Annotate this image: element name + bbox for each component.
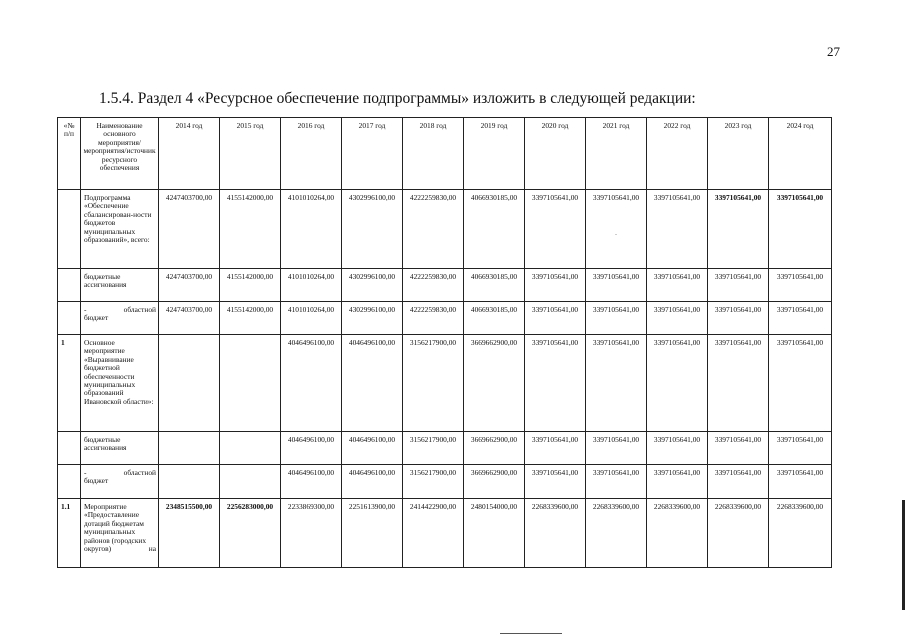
table-row bbox=[58, 269, 832, 302]
table-row bbox=[58, 499, 832, 568]
value-cell bbox=[159, 335, 220, 432]
value-cell: 4222259830,00 bbox=[403, 269, 464, 302]
row-name bbox=[81, 499, 159, 568]
value-cell: 2480154000,00 bbox=[464, 499, 525, 568]
value-cell: 3397105641,00 bbox=[586, 302, 647, 335]
scan-mark: - bbox=[615, 232, 617, 238]
row-number: 1.1 bbox=[58, 499, 81, 568]
value-cell: 3669662900,00 bbox=[464, 432, 525, 465]
row-name-dash: - bbox=[84, 468, 87, 477]
row-number bbox=[58, 302, 81, 335]
table-row bbox=[58, 465, 832, 499]
resource-table bbox=[57, 117, 832, 568]
row-name-dash: - bbox=[84, 305, 87, 314]
row-name-rest: бюджет bbox=[84, 476, 109, 486]
header-year: 2020 год bbox=[525, 118, 586, 190]
value-cell: 3397105641,00 bbox=[647, 190, 708, 269]
value-cell: 3397105641,00 bbox=[708, 269, 769, 302]
value-cell: 2233869300,00 bbox=[281, 499, 342, 568]
row-number bbox=[58, 465, 81, 499]
value-cell: 3156217900,00 bbox=[403, 432, 464, 465]
value-cell: 4101010264,00 bbox=[281, 302, 342, 335]
row-name: Основное мероприятие «Выравнивание бюджетной обеспеченности муниципальных образований Ивановской области»: bbox=[81, 335, 159, 432]
value-cell: 2268339600,00 bbox=[769, 499, 832, 568]
value-cell: 2268339600,00 bbox=[647, 499, 708, 568]
value-cell: 4302996100,00 bbox=[342, 302, 403, 335]
value-cell: 4222259830,00 bbox=[403, 190, 464, 269]
value-cell: 4101010264,00 bbox=[281, 269, 342, 302]
header-year: 2023 год bbox=[708, 118, 769, 190]
row-name-last-right: на bbox=[148, 544, 156, 554]
value-cell: 3397105641,00 bbox=[525, 302, 586, 335]
header-name: Наименование основного мероприятия/мероприятия/источник ресурсного обеспечения bbox=[81, 118, 159, 190]
value-cell: 4046496100,00 bbox=[281, 432, 342, 465]
value-cell: 3397105641,00 bbox=[525, 432, 586, 465]
value-cell: 3397105641,00 bbox=[708, 190, 769, 269]
table-row bbox=[58, 335, 832, 432]
value-cell: 4046496100,00 bbox=[281, 465, 342, 499]
value-cell: 3397105641,00 bbox=[647, 302, 708, 335]
header-number: «№ п/п bbox=[58, 118, 81, 190]
row-name: бюджетные ассигнования bbox=[81, 269, 159, 302]
value-cell: 3397105641,00 bbox=[769, 190, 832, 269]
value-cell: 3397105641,00 bbox=[586, 335, 647, 432]
value-cell: 4247403700,00 bbox=[159, 302, 220, 335]
section-heading: 1.5.4. Раздел 4 «Ресурсное обеспечение подпрограммы» изложить в следующей редакции: bbox=[99, 90, 696, 107]
value-cell: 4247403700,00 bbox=[159, 269, 220, 302]
row-name bbox=[81, 302, 159, 335]
value-cell: 3397105641,00 bbox=[647, 432, 708, 465]
value-cell: 4155142000,00 bbox=[220, 190, 281, 269]
value-cell: 3397105641,00 bbox=[586, 269, 647, 302]
row-name: бюджетные ассигнования bbox=[81, 432, 159, 465]
header-year: 2022 год bbox=[647, 118, 708, 190]
value-cell: 3669662900,00 bbox=[464, 335, 525, 432]
row-name: Подпрограмма «Обеспечение сбалансирован-ности бюджетов муниципальных образований», всего: bbox=[81, 190, 159, 269]
row-number bbox=[58, 190, 81, 269]
value-cell bbox=[159, 465, 220, 499]
header-year: 2024 год bbox=[769, 118, 832, 190]
value-cell: 4066930185,00 bbox=[464, 302, 525, 335]
value-cell: 3397105641,00 bbox=[708, 465, 769, 499]
row-name-word: областной bbox=[123, 305, 156, 314]
header-year: 2021 год bbox=[586, 118, 647, 190]
value-cell: 3397105641,00 bbox=[647, 335, 708, 432]
value-cell bbox=[159, 432, 220, 465]
value-cell: 3156217900,00 bbox=[403, 465, 464, 499]
header-year: 2019 год bbox=[464, 118, 525, 190]
value-cell: 3397105641,00 bbox=[586, 190, 647, 269]
table-row bbox=[58, 302, 832, 335]
value-cell: 4066930185,00 bbox=[464, 269, 525, 302]
value-cell bbox=[220, 335, 281, 432]
value-cell: 2268339600,00 bbox=[708, 499, 769, 568]
table-row bbox=[58, 432, 832, 465]
value-cell: 4046496100,00 bbox=[342, 335, 403, 432]
value-cell: 4046496100,00 bbox=[342, 465, 403, 499]
row-number bbox=[58, 269, 81, 302]
value-cell: 3397105641,00 bbox=[525, 190, 586, 269]
value-cell: 3397105641,00 bbox=[586, 465, 647, 499]
value-cell: 3397105641,00 bbox=[647, 465, 708, 499]
value-cell: 4302996100,00 bbox=[342, 269, 403, 302]
value-cell: 2348515500,00 bbox=[159, 499, 220, 568]
value-cell: 4101010264,00 bbox=[281, 190, 342, 269]
value-cell bbox=[220, 465, 281, 499]
header-year: 2018 год bbox=[403, 118, 464, 190]
value-cell: 3397105641,00 bbox=[769, 335, 832, 432]
value-cell: 3669662900,00 bbox=[464, 465, 525, 499]
value-cell: 4046496100,00 bbox=[342, 432, 403, 465]
value-cell: 4066930185,00 bbox=[464, 190, 525, 269]
value-cell: 2256283000,00 bbox=[220, 499, 281, 568]
header-year: 2014 год bbox=[159, 118, 220, 190]
value-cell: 4046496100,00 bbox=[281, 335, 342, 432]
value-cell: 2268339600,00 bbox=[586, 499, 647, 568]
value-cell: 3397105641,00 bbox=[708, 432, 769, 465]
value-cell: 4155142000,00 bbox=[220, 269, 281, 302]
value-cell: 3156217900,00 bbox=[403, 335, 464, 432]
page-number: 27 bbox=[827, 44, 840, 59]
table-header-row bbox=[58, 118, 832, 190]
value-cell: 4247403700,00 bbox=[159, 190, 220, 269]
value-cell: 3397105641,00 bbox=[769, 465, 832, 499]
value-cell: 2414422900,00 bbox=[403, 499, 464, 568]
row-name bbox=[81, 465, 159, 499]
table-row bbox=[58, 190, 832, 269]
value-cell: 2251613900,00 bbox=[342, 499, 403, 568]
value-cell: 4155142000,00 bbox=[220, 302, 281, 335]
value-cell: 3397105641,00 bbox=[525, 465, 586, 499]
value-cell bbox=[220, 432, 281, 465]
row-number: 1 bbox=[58, 335, 81, 432]
value-cell: 3397105641,00 bbox=[769, 269, 832, 302]
row-name-word: областной bbox=[123, 468, 156, 477]
header-year: 2016 год bbox=[281, 118, 342, 190]
row-name-text: Мероприятие «Предоставление дотаций бюджетам муниципальных районов (городских bbox=[84, 502, 147, 545]
row-name-rest: бюджет bbox=[84, 313, 109, 323]
value-cell: 3397105641,00 bbox=[769, 432, 832, 465]
value-cell: 3397105641,00 bbox=[647, 269, 708, 302]
row-name-last-left: округов) bbox=[84, 544, 112, 554]
value-cell: 3397105641,00 bbox=[708, 302, 769, 335]
value-cell: 4302996100,00 bbox=[342, 190, 403, 269]
value-cell: 3397105641,00 bbox=[708, 335, 769, 432]
header-year: 2015 год bbox=[220, 118, 281, 190]
value-cell: 3397105641,00 bbox=[525, 335, 586, 432]
value-cell: 2268339600,00 bbox=[525, 499, 586, 568]
value-cell: 3397105641,00 bbox=[586, 432, 647, 465]
row-number bbox=[58, 432, 81, 465]
header-year: 2017 год bbox=[342, 118, 403, 190]
value-cell: 3397105641,00 bbox=[525, 269, 586, 302]
value-cell: 3397105641,00 bbox=[769, 302, 832, 335]
footer-rule bbox=[500, 633, 562, 634]
value-cell: 4222259830,00 bbox=[403, 302, 464, 335]
